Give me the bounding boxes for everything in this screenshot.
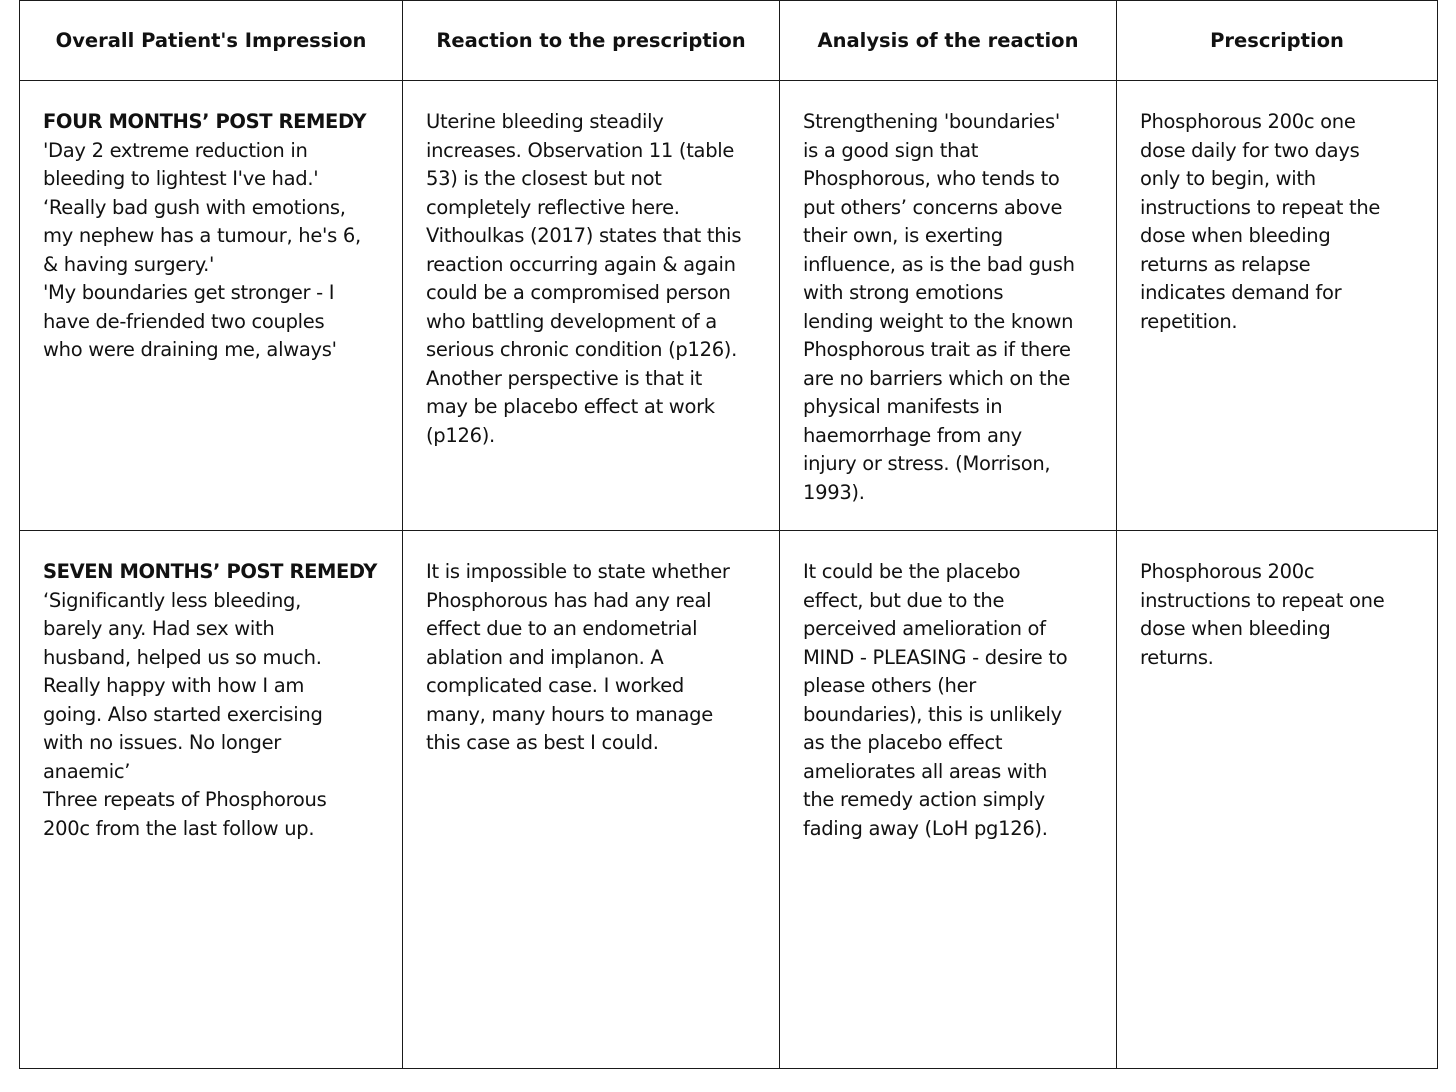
reaction-line: ablation and implanon. A (426, 645, 664, 669)
follow-up-heading: FOUR MONTHS’ POST REMEDY (43, 110, 367, 133)
analysis-line: boundaries), this is unlikely (803, 702, 1062, 726)
analysis-line: Phosphorous, who tends to (803, 167, 1060, 190)
reaction-line: Another perspective is that it (426, 366, 702, 390)
prescription-line: returns as relapse (1140, 252, 1311, 276)
impression-line: Really happy with how I am (43, 674, 305, 697)
prescription-line: indicates demand for (1140, 281, 1342, 304)
prescription-line: repetition. (1140, 309, 1238, 333)
analysis-line: perceived amelioration of (803, 617, 1046, 640)
impression-line: 'Day 2 extreme reduction in (43, 138, 308, 162)
reaction-line: Vithoulkas (2017) states that this (426, 224, 742, 247)
analysis-line: lending weight to the known (803, 309, 1074, 333)
header-prescription: Prescription (1117, 1, 1438, 81)
impression-line: ‘Significantly less bleeding, (43, 588, 302, 612)
reaction-line: Phosphorous has had any real (426, 588, 712, 612)
reaction-cell (403, 531, 780, 1069)
table-row (20, 531, 1438, 1069)
reaction-line: who battling development of a (426, 309, 717, 333)
impression-line: husband, helped us so much. (43, 645, 322, 669)
analysis-line: ameliorates all areas with (803, 759, 1048, 783)
analysis-line: injury or stress. (Morrison, (803, 452, 1051, 475)
prescription-line: dose when bleeding (1140, 224, 1331, 247)
reaction-line: increases. Observation 11 (table (426, 138, 735, 162)
reaction-line: effect due to an endometrial (426, 617, 698, 640)
case-follow-up-table (19, 0, 1438, 1069)
analysis-line: physical manifests in (803, 395, 1003, 418)
impression-line: with no issues. No longer (43, 731, 282, 754)
reaction-line: many, many hours to manage (426, 702, 713, 726)
reaction-cell (403, 81, 780, 531)
analysis-line: effect, but due to the (803, 588, 1005, 612)
reaction-line: complicated case. I worked (426, 674, 684, 697)
reaction-line: serious chronic condition (p126). (426, 338, 738, 361)
analysis-cell (780, 531, 1117, 1069)
table-header-row (20, 1, 1438, 81)
reaction-line: completely reflective here. (426, 195, 680, 219)
impression-line: bleeding to lightest I've had.' (43, 167, 319, 190)
impression-cell (20, 531, 403, 1069)
reaction-line: may be placebo effect at work (426, 395, 715, 418)
impression-line: 'My boundaries get stronger - I (43, 281, 335, 304)
analysis-line: fading away (LoH pg126). (803, 816, 1048, 840)
analysis-line: please others (her (803, 674, 976, 697)
impression-line: going. Also started exercising (43, 702, 323, 726)
analysis-line: with strong emotions (803, 281, 1004, 304)
prescription-line: dose daily for two days (1140, 138, 1360, 162)
analysis-line: put others’ concerns above (803, 195, 1063, 219)
impression-line: ‘Really bad gush with emotions, (43, 195, 346, 219)
impression-line: who were draining me, always' (43, 338, 337, 361)
table-row (20, 81, 1438, 531)
analysis-line: Strengthening 'boundaries' (803, 110, 1060, 133)
prescription-line: instructions to repeat one (1140, 588, 1385, 612)
impression-line: Three repeats of Phosphorous (43, 788, 327, 811)
prescription-line: instructions to repeat the (1140, 195, 1381, 219)
impression-line: & having surgery.' (43, 252, 215, 276)
analysis-line: It could be the placebo (803, 560, 1021, 583)
impression-line: barely any. Had sex with (43, 617, 275, 640)
impression-line: anaemic’ (43, 759, 131, 783)
prescription-line: only to begin, with (1140, 167, 1316, 190)
impression-line: have de-friended two couples (43, 309, 325, 333)
header-analysis: Analysis of the reaction (780, 1, 1117, 81)
header-reaction: Reaction to the prescription (403, 1, 780, 81)
reaction-line: 53) is the closest but not (426, 167, 662, 190)
prescription-line: Phosphorous 200c (1140, 560, 1315, 583)
analysis-line: Phosphorous trait as if there (803, 338, 1071, 361)
analysis-line: haemorrhage from any (803, 423, 1022, 447)
analysis-line: are no barriers which on the (803, 366, 1071, 390)
reaction-line: this case as best I could. (426, 731, 659, 754)
reaction-line: It is impossible to state whether (426, 560, 730, 583)
analysis-line: influence, as is the bad gush (803, 252, 1075, 276)
impression-line: 200c from the last follow up. (43, 816, 315, 840)
prescription-line: returns. (1140, 645, 1214, 669)
prescription-cell (1117, 531, 1438, 1069)
reaction-line: (p126). (426, 423, 495, 447)
impression-line: my nephew has a tumour, he's 6, (43, 224, 361, 247)
header-impression: Overall Patient's Impression (20, 1, 403, 81)
reaction-line: reaction occurring again & again (426, 252, 736, 276)
analysis-cell (780, 81, 1117, 531)
reaction-line: Uterine bleeding steadily (426, 110, 664, 133)
analysis-line: the remedy action simply (803, 788, 1045, 811)
analysis-line: as the placebo effect (803, 731, 1003, 754)
impression-cell (20, 81, 403, 531)
analysis-line: is a good sign that (803, 138, 979, 162)
analysis-line: MIND - PLEASING - desire to (803, 645, 1068, 669)
prescription-cell (1117, 81, 1438, 531)
reaction-line: could be a compromised person (426, 281, 731, 304)
analysis-line: their own, is exerting (803, 224, 1003, 247)
prescription-line: Phosphorous 200c one (1140, 110, 1356, 133)
prescription-line: dose when bleeding (1140, 617, 1331, 640)
analysis-line: 1993). (803, 480, 865, 504)
follow-up-heading: SEVEN MONTHS’ POST REMEDY (43, 560, 378, 583)
